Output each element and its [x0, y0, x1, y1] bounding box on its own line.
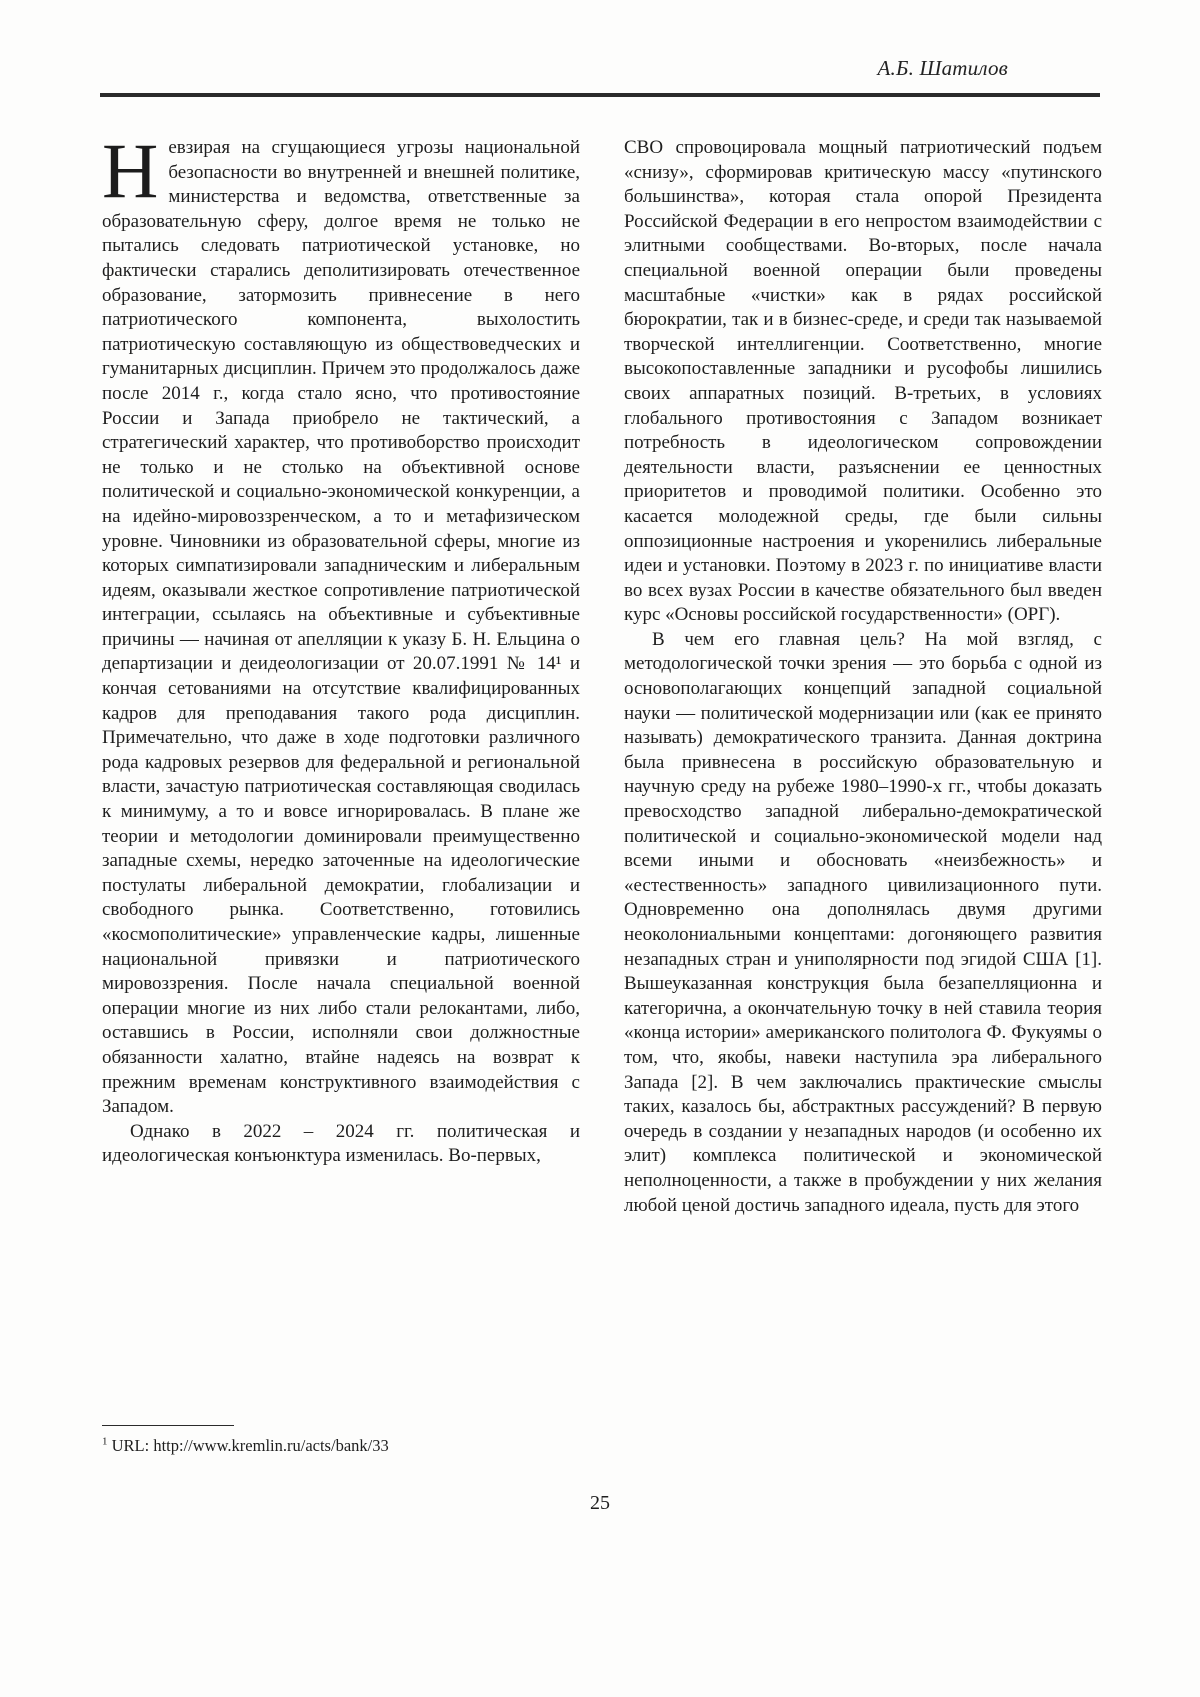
text-columns — [102, 127, 1102, 1456]
paragraph: В чем его главная цель? На мой взгляд, с методологической точки зрения — это борьба с одной из основополагающих концепций западной социальной науки — политической модернизации или (как ее принято называть) демократического транзита. Данная доктрина была привнесена в российскую образовательную и научную среду на рубеже 1980–1990-х гг., чтобы доказать превосходство западной либерально-демократической политической и социально-экономической модели над всеми иными и обосновать «неизбежность» и «естественность» западного цивилизационного пути. Одновременно она дополнялась двумя другими неоколониальными концептами: догоняющего развития незападных стран и униполярности под эгидой США [1]. Вышеуказанная конструкция была безапелляционна и категорична, а окончательную точку в ней ставила теория «конца истории» американского политолога Ф. Фукуямы о том, что, якобы, навеки наступила эра либерального Запада [2]. В чем заключались практические смыслы таких, казалось бы, абстрактных рассуждений? В первую очередь в создании у незападных народов (и особенно их элит) комплекса политической и экономической неполноценности, а также в пробуждении у них желания любой ценой достичь западного идеала, пусть для этого — [624, 628, 1102, 1216]
paragraph: СВО спровоцировала мощный патриотический подъем «снизу», сформировав критическую массу «путинского большинства», которая стала опорой Президента Российской Федерации в его непростом взаимодействии с элитными сообществами. Во-вторых, после начала специальной военной операции были проведены масштабные «чистки» как в рядах российской бюрократии, так и в бизнес-среде, и среди так называемой творческой интеллигенции. Соответственно, многие высокопоставленные западники и русофобы лишились своих аппаратных позиций. В-третьих, в условиях глобального противостояния с Западом возникает потребность в идеологическом сопровождении деятельности власти, разъяснении ее ценностных приоритетов и проводимой политики. Особенно это касается молодежной среды, где были сильны оппозиционные настроения и укоренились либеральные идеи и установки. Поэтому в 2023 г. по инициативе власти во всех вузах России в качестве обязательного был введен курс «Основы российской государственности» (ОРГ). — [624, 137, 1102, 626]
drop-cap: Н — [102, 127, 159, 214]
right-column — [624, 136, 1102, 1218]
author-name: А.Б. Шатилов — [877, 56, 1008, 80]
running-head — [100, 56, 1100, 81]
paragraph-text: евзирая на сгущающиеся угрозы национальной безопасности во внутренней и внешней политике, министерства и ведомства, ответственные за образовательную сферу, долгое время не только не пытались следовать патриотической установке, но фактически старались деполитизировать отечественное образование, затормозить привнесение в него патриотического компонента, выхолостить патриотическую составляющую из обществоведческих и гуманитарных дисциплин. Причем это продолжалось даже после 2014 г., когда стало ясно, что противостояние России и Запада приобрело не тактический, а стратегический характер, что противоборство происходит не только и не столько на объективной основе политической и социально-экономической конкуренции, а на идейно-мировоззренческом, а то и метафизическом уровне. Чиновники из образовательной сферы, многие из которых симпатизировали западническим и либеральным идеям, оказывали жесткое сопротивление патриотической интеграции, ссылаясь на объективные и субъективные причины — начиная от апелляции к указу Б. Н. Ельцина о департизации и деидеологизации от 20.07.1991 № 14¹ и кончая сетованиями на отсутствие квалифицированных кадров для преподавания такого рода дисциплин. Примечательно, что даже в ходе подготовки различного рода кадровых резервов для федеральной и региональной власти, зачастую патриотическая составляющая сводилась к минимуму, а то и вовсе игнорировалась. В плане же теории и методологии доминировали преимущественно западные схемы, нередко заточенные на идеологические постулаты либеральной демократии, глобализации и свободного рынка. Соответственно, готовились «космополитические» управленческие кадры, лишенные национальной привязки и патриотического мировоззрения. После начала специальной военной операции многие из них либо стали релокантами, либо, оставшись в России, исполняли свои должностные обязанности халатно, втайне надеясь на возврат к прежним временам конструктивного взаимодействия с Западом. — [102, 137, 580, 1118]
page-number: 25 — [590, 1492, 610, 1514]
footnote-url: URL: http://www.kremlin.ru/acts/bank/33 — [111, 1436, 389, 1455]
footnote-separator — [102, 1425, 234, 1426]
footnote-text — [102, 1435, 580, 1456]
footnote — [102, 1425, 580, 1456]
left-column-text — [102, 127, 580, 1169]
left-column — [102, 127, 580, 1456]
paragraph: Однако в 2022 – 2024 гг. политическая и идеологическая конъюнктура изменилась. Во-первых, — [102, 1120, 580, 1167]
footnote-marker: 1 — [102, 1435, 108, 1448]
header-rule — [100, 93, 1100, 97]
paragraph — [102, 127, 580, 1120]
